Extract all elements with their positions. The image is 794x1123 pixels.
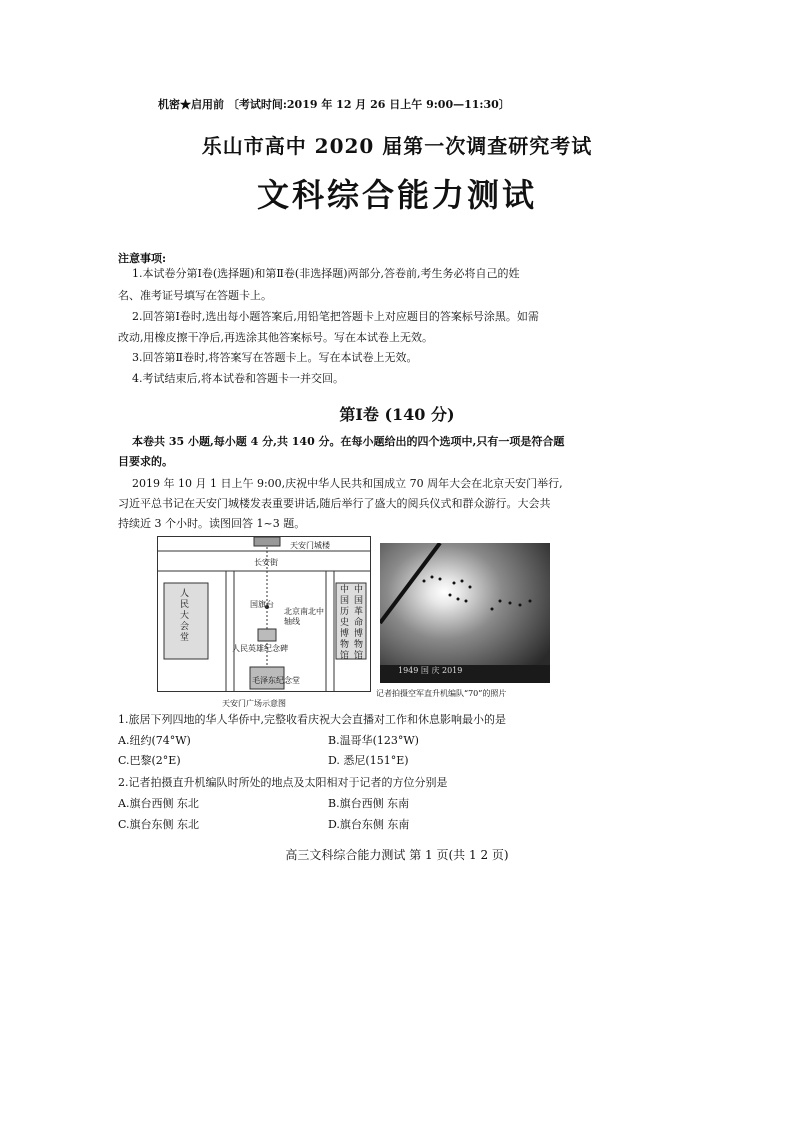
section-title: 第Ⅰ卷 (140 分) [339,405,455,424]
photo-image [380,543,550,683]
map-label-changan: 长安街 [254,558,278,567]
stem-line-2: 习近平总书记在天安门城楼发表重要讲话,随后举行了盛大的阅兵仪式和群众游行。大会共 [118,497,551,510]
question-2-option-d: D.旗台东侧 东南 [328,818,410,831]
question-1-option-c: C.巴黎(2°E) [118,754,181,767]
map-label-great-hall: 人民大会堂 [180,589,190,643]
notice-item-2-line-1: 2.回答第Ⅰ卷时,选出每小题答案后,用铅笔把答题卡上对应题目的答案标号涂黑。如需 [132,310,539,323]
notice-item-4: 4.考试结束后,将本试卷和答题卡一并交回。 [132,372,344,385]
question-1-option-d: D. 悉尼(151°E) [328,754,409,767]
notice-item-2-line-2: 改动,用橡皮擦干净后,再选涂其他答案标号。写在本试卷上无效。 [118,331,433,344]
question-2-option-b: B.旗台西侧 东南 [328,797,410,810]
question-1-option-a: A.纽约(74°W) [118,734,191,747]
map-caption: 天安门广场示意图 [222,699,286,708]
section-intro-line-1: 本卷共 35 小题,每小题 4 分,共 140 分。在每小题给出的四个选项中,只有一项是符合题 [132,435,565,448]
helicopter-photo [380,543,550,683]
notice-heading: 注意事项: [118,252,167,265]
map-label-tiananmen: 天安门城楼 [290,541,330,550]
notice-item-3: 3.回答第Ⅱ卷时,将答案写在答题卡上。写在本试卷上无效。 [132,351,418,364]
question-2-option-c: C.旗台东侧 东北 [118,818,200,831]
map-label-revolution-museum: 中国革命博物馆 [354,585,364,661]
notice-item-1-line-1: 1.本试卷分第Ⅰ卷(选择题)和第Ⅱ卷(非选择题)两部分,答卷前,考生务必将自己的姓 [132,267,520,280]
photo-caption: 记者拍摄空军直升机编队“70”的照片 [376,689,507,698]
confidential-line: 机密★启用前 〔考试时间:2019 年 12 月 26 日上午 9:00—11:30〕 [158,98,510,111]
question-1-stem: 1.旅居下列四地的华人华侨中,完整收看庆祝大会直播对工作和休息影响最小的是 [118,713,506,726]
question-2-stem: 2.记者拍摄直升机编队时所处的地点及太阳相对于记者的方位分别是 [118,776,448,789]
stem-line-1: 2019 年 10 月 1 日上午 9:00,庆祝中华人民共和国成立 70 周年大会在北京天安门举行, [132,477,563,490]
page-footer: 高三文科综合能力测试 第 1 页(共 1 2 页) [285,848,509,862]
exam-title: 乐山市高中 2020 届第一次调查研究考试 [201,134,593,158]
subject-title: 文科综合能力测试 [256,176,537,214]
photo-stamp: 1949 国 庆 2019 [398,666,463,675]
stem-line-3: 持续近 3 个小时。读图回答 1~3 题。 [118,517,306,530]
tiananmen-map [157,536,371,692]
section-intro-line-2: 目要求的。 [118,455,173,468]
map-label-monument: 人民英雄纪念碑 [232,644,288,653]
map-label-flag-platform: 国旗台 [250,600,274,609]
notice-item-1-line-2: 名、准考证号填写在答题卡上。 [118,289,272,302]
question-1-option-b: B.温哥华(123°W) [328,734,419,747]
map-label-history-museum: 中国历史博物馆 [340,585,350,661]
map-label-mausoleum: 毛泽东纪念堂 [252,676,300,685]
map-label-axis: 北京南北中轴线 [284,607,324,626]
question-2-option-a: A.旗台西侧 东北 [118,797,199,810]
